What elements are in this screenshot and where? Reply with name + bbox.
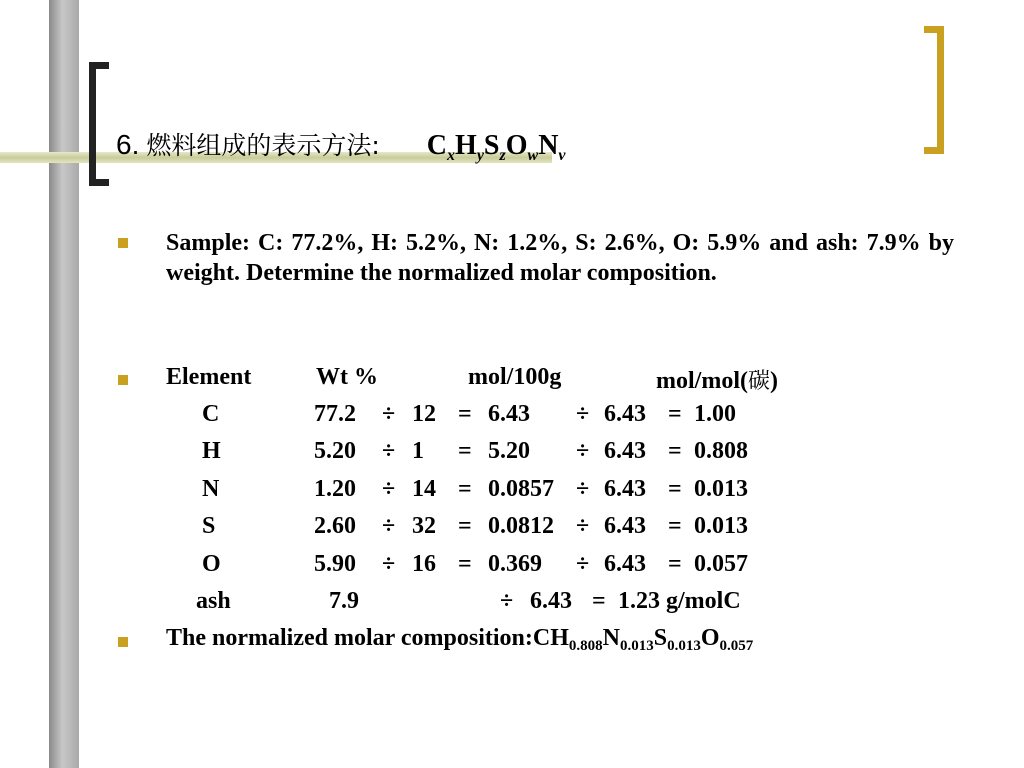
bullet-square-icon <box>118 375 128 385</box>
cell-div2: 6.43 <box>604 438 646 464</box>
equals-symbol: = <box>458 513 472 539</box>
cell-res: 0.013 <box>694 476 748 502</box>
cell-div: 12 <box>412 401 436 427</box>
table-header <box>166 364 866 394</box>
ash-equals: = <box>592 588 606 614</box>
cell-res: 1.00 <box>694 401 736 427</box>
table-row <box>166 513 866 543</box>
divide-symbol: ÷ <box>382 551 396 577</box>
cell-div: 16 <box>412 551 436 577</box>
equals-symbol: = <box>668 438 682 464</box>
divide-symbol: ÷ <box>382 513 396 539</box>
cell-el: S <box>202 513 216 539</box>
header-mol100g: mol/100g <box>468 364 562 390</box>
cell-div2: 6.43 <box>604 551 646 577</box>
cell-mol: 0.369 <box>488 551 542 577</box>
cell-mol: 0.0812 <box>488 513 554 539</box>
title-chinese: 燃料组成的表示方法: <box>146 131 380 160</box>
cell-res: 0.808 <box>694 438 748 464</box>
equals-symbol: = <box>458 401 472 427</box>
cell-el: C <box>202 401 220 427</box>
table-row <box>166 476 866 506</box>
equals-symbol: = <box>458 438 472 464</box>
header-element: Element <box>166 364 252 390</box>
cell-el: H <box>202 438 221 464</box>
cell-wt: 5.20 <box>314 438 356 464</box>
cell-mol: 5.20 <box>488 438 530 464</box>
cell-res: 0.057 <box>694 551 748 577</box>
table-row <box>166 401 866 431</box>
cell-div: 32 <box>412 513 436 539</box>
ash-divide: ÷ <box>500 588 514 614</box>
divide-symbol: ÷ <box>576 551 590 577</box>
cell-div: 14 <box>412 476 436 502</box>
divide-symbol: ÷ <box>576 476 590 502</box>
divide-symbol: ÷ <box>382 401 396 427</box>
table-row <box>166 551 866 581</box>
equals-symbol: = <box>458 551 472 577</box>
cell-div: 1 <box>412 438 424 464</box>
cell-el: O <box>202 551 221 577</box>
cell-wt: 5.90 <box>314 551 356 577</box>
table-row <box>166 438 866 468</box>
cell-div2: 6.43 <box>604 401 646 427</box>
bullet-square-icon <box>118 238 128 248</box>
right-bracket-decoration <box>924 26 944 154</box>
divide-symbol: ÷ <box>576 438 590 464</box>
cell-div2: 6.43 <box>604 513 646 539</box>
divide-symbol: ÷ <box>382 476 396 502</box>
title-formula: $C_xH_yS_zO_wN_v$ <box>426 130 566 164</box>
divide-symbol: ÷ <box>382 438 396 464</box>
header-wt: Wt % <box>316 364 378 390</box>
conclusion-line: The normalized molar $composition:CH_{0.808}N_{0.013}S_{0.013}O_{0.057}$ <box>166 625 754 654</box>
divide-symbol: ÷ <box>576 513 590 539</box>
header-molmol: mol/mol(碳) <box>656 368 778 394</box>
slide-title <box>116 126 566 165</box>
left-bracket-decoration <box>89 62 109 186</box>
title-number: 6. <box>116 129 140 160</box>
cell-wt: 2.60 <box>314 513 356 539</box>
ash-divisor: 6.43 <box>530 588 572 614</box>
equals-symbol: = <box>668 513 682 539</box>
cell-mol: 6.43 <box>488 401 530 427</box>
cell-el: N <box>202 476 220 502</box>
equals-symbol: = <box>458 476 472 502</box>
cell-wt: 77.2 <box>314 401 356 427</box>
equals-symbol: = <box>668 401 682 427</box>
ash-label: ash <box>196 588 231 614</box>
cell-res: 0.013 <box>694 513 748 539</box>
ash-result: 1.23 g/molC <box>618 588 741 614</box>
left-vertical-bar <box>49 0 79 768</box>
ash-wt: 7.9 <box>329 588 359 614</box>
equals-symbol: = <box>668 476 682 502</box>
table-row-ash <box>166 588 866 618</box>
cell-wt: 1.20 <box>314 476 356 502</box>
cell-mol: 0.0857 <box>488 476 554 502</box>
conclusion-text: The normalized molar composition: <box>166 625 533 651</box>
divide-symbol: ÷ <box>576 401 590 427</box>
bullet-square-icon <box>118 637 128 647</box>
equals-symbol: = <box>668 551 682 577</box>
cell-div2: 6.43 <box>604 476 646 502</box>
sample-paragraph: Sample: C: 77.2%, H: 5.2%, N: 1.2%, S: 2.6%, O: 5.9% and ash: 7.9% by weight. Determine the normalized molar composition. <box>166 230 954 286</box>
